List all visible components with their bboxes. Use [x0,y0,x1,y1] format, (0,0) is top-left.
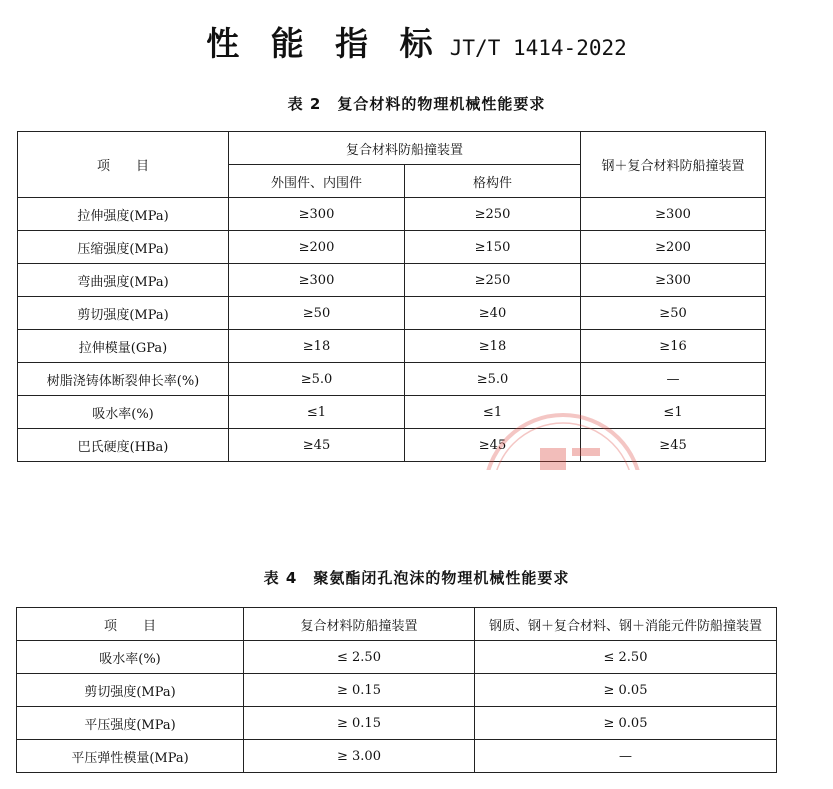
table-cell: ≥300 [229,264,405,297]
row-label: 压缩强度(MPa) [18,231,229,264]
row-label: 吸水率(%) [17,641,244,674]
table-cell: ≥300 [581,198,766,231]
table-row [18,198,766,231]
row-label: 平压弹性模量(MPa) [17,740,244,773]
table-cell: ≤ 2.50 [244,641,475,674]
table-cell: ≥ 0.05 [475,707,777,740]
table-cell: ≥200 [581,231,766,264]
table-cell: ≤1 [229,396,405,429]
page-heading [0,18,833,65]
table-cell: ≥ 3.00 [244,740,475,773]
table4-caption: 表 4 聚氨酯闭孔泡沫的物理机械性能要求 [263,569,570,587]
table-cell: ≤ 2.50 [475,641,777,674]
table-cell: ≥16 [581,330,766,363]
table-row [17,641,777,674]
header-item: 项 目 [18,132,229,198]
table2-caption: 表 2 复合材料的物理机械性能要求 [287,95,546,113]
row-label: 弯曲强度(MPa) [18,264,229,297]
table-row [18,231,766,264]
header-lattice: 格构件 [405,165,581,198]
table-row [18,429,766,462]
table-cell: ≥300 [229,198,405,231]
table-cell: ≥ 0.15 [244,707,475,740]
table-cell: ≥50 [229,297,405,330]
row-label: 树脂浇铸体断裂伸长率(%) [18,363,229,396]
table-header-row [17,608,777,641]
row-label: 吸水率(%) [18,396,229,429]
table-cell: ≥50 [581,297,766,330]
table-cell: ≥40 [405,297,581,330]
table-2 [17,131,766,462]
table-cell: — [475,740,777,773]
row-label: 拉伸强度(MPa) [18,198,229,231]
table-cell: ≥45 [405,429,581,462]
row-label: 平压强度(MPa) [17,707,244,740]
header-steel-composite: 钢＋复合材料防船撞装置 [581,132,766,198]
row-label: 剪切强度(MPa) [18,297,229,330]
header-item: 项 目 [17,608,244,641]
table-row [18,363,766,396]
table-row [18,297,766,330]
row-label: 巴氏硬度(HBa) [18,429,229,462]
table-cell: ≥5.0 [229,363,405,396]
table-header-row [18,132,766,165]
table-row [18,264,766,297]
table-cell: ≥150 [405,231,581,264]
table-row [18,330,766,363]
table-cell: ≥18 [229,330,405,363]
header-outer-inner: 外围件、内围件 [229,165,405,198]
table-cell: ≥250 [405,264,581,297]
row-label: 剪切强度(MPa) [17,674,244,707]
table-cell: ≥18 [405,330,581,363]
page-title: 性 能 指 标 [206,24,443,63]
standard-code: JT/T 1414-2022 [449,36,627,60]
table-row [18,396,766,429]
table-cell: ≥5.0 [405,363,581,396]
table-row [17,674,777,707]
table-cell: ≥250 [405,198,581,231]
header-composite: 复合材料防船撞装置 [244,608,475,641]
header-composite-group: 复合材料防船撞装置 [229,132,581,165]
table-cell: ≤1 [581,396,766,429]
table-cell: ≥300 [581,264,766,297]
table-cell: ≤1 [405,396,581,429]
table-row [17,740,777,773]
header-steel-devices: 钢质、钢＋复合材料、钢＋消能元件防船撞装置 [475,608,777,641]
table-4 [16,607,777,773]
table-cell: ≥45 [229,429,405,462]
table-cell: — [581,363,766,396]
table-cell: ≥ 0.15 [244,674,475,707]
table-cell: ≥200 [229,231,405,264]
table-cell: ≥45 [581,429,766,462]
table-row [17,707,777,740]
table-cell: ≥ 0.05 [475,674,777,707]
row-label: 拉伸模量(GPa) [18,330,229,363]
